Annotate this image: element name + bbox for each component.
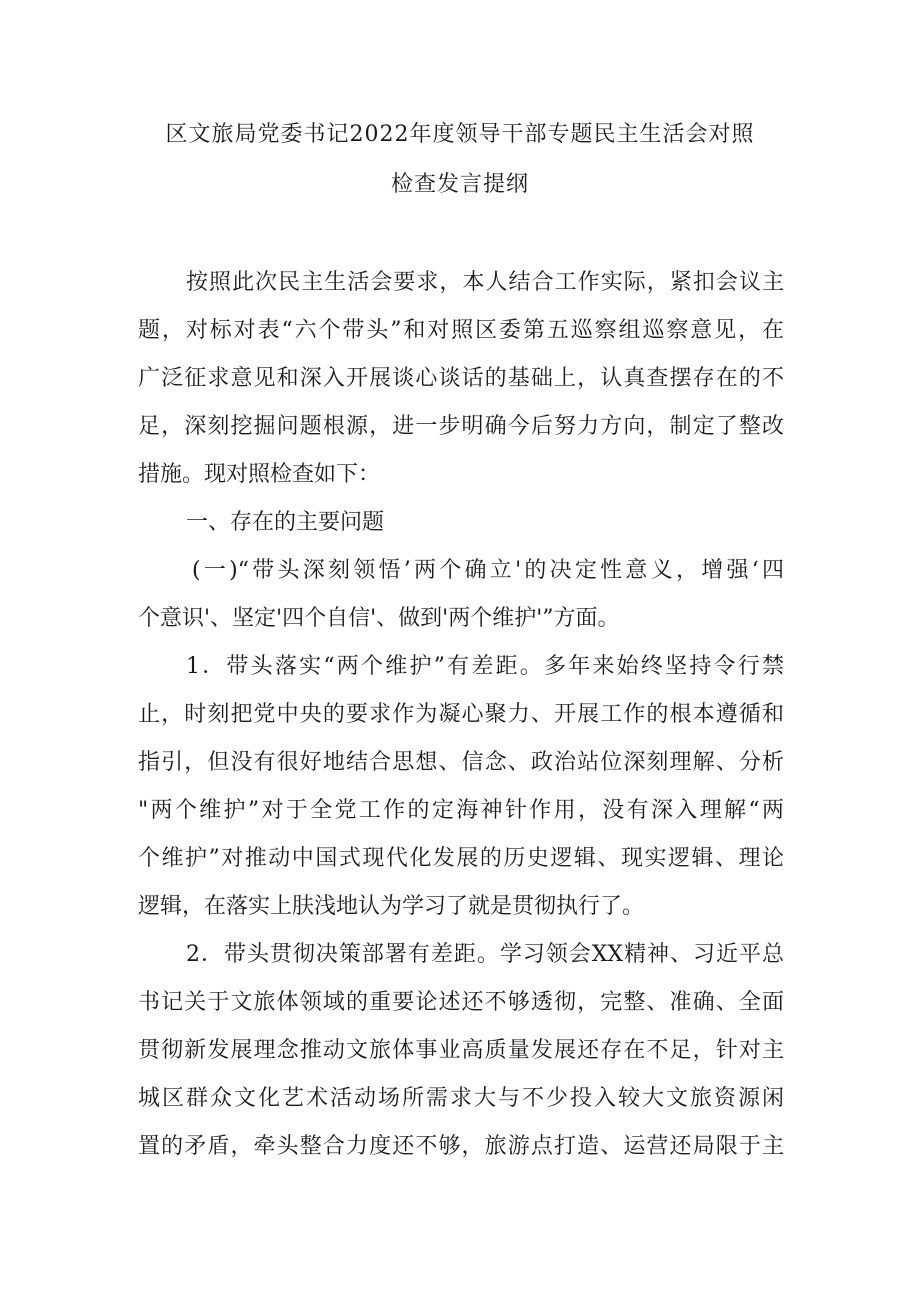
paragraph-line: 1．带头落实“两个维护”有差距。多年来始终坚持令行禁 [186,654,784,679]
paragraph-line: "两个维护”对于全党工作的定海神针作用，没有深入理解“两 [138,798,784,823]
paragraph-line: 置的矛盾，牵头整合力度还不够，旅游点打造、运营还局限于主 [138,1134,784,1159]
subsection-heading-line: 个意识'、坚定'四个自信'、做到'两个维护'”方面。 [138,606,620,631]
paragraph-line: 止，时刻把党中央的要求作为凝心聚力、开展工作的根本遵循和 [138,702,784,727]
paragraph-line: 贯彻新发展理念推动文旅体事业高质量发展还存在不足，针对主 [138,1038,784,1063]
paragraph-line: 书记关于文旅体领域的重要论述还不够透彻，完整、准确、全面 [138,990,784,1015]
paragraph-line: 足，深刻挖掘问题根源，进一步明确今后努力方向，制定了整改 [138,414,784,439]
subsection-heading-line: (一)“带头深刻领悟’两个确立'的决定性意义，增强‘四 [192,558,784,583]
paragraph-line: 题，对标对表“六个带头”和对照区委第五巡察组巡察意见，在 [138,318,784,343]
paragraph-line: 指引，但没有很好地结合思想、信念、政治站位深刻理解、分析 [138,750,784,775]
paragraph-line: 广泛征求意见和深入开展谈心谈话的基础上，认真查摆存在的不 [138,366,784,391]
document-title-line2: 检查发言提纲 [390,172,529,197]
paragraph-line: 按照此次民主生活会要求，本人结合工作实际，紧扣会议主 [186,270,784,295]
section-heading: 一、存在的主要问题 [186,510,385,535]
document-title-line1: 区文旅局党委书记2022年度领导干部专题民主生活会对照 [165,122,755,147]
paragraph-line: 个维护”对推动中国式现代化发展的历史逻辑、现实逻辑、理论 [138,846,784,871]
paragraph-line: 逻辑，在落实上肤浅地认为学习了就是贯彻执行了。 [138,894,645,919]
paragraph-line: 城区群众文化艺术活动场所需求大与不少投入较大文旅资源闲 [138,1086,784,1111]
paragraph-line: 措施。现对照检查如下： [138,462,381,487]
paragraph-line: 2．带头贯彻决策部署有差距。学习领会XX精神、习近平总 [186,942,784,967]
